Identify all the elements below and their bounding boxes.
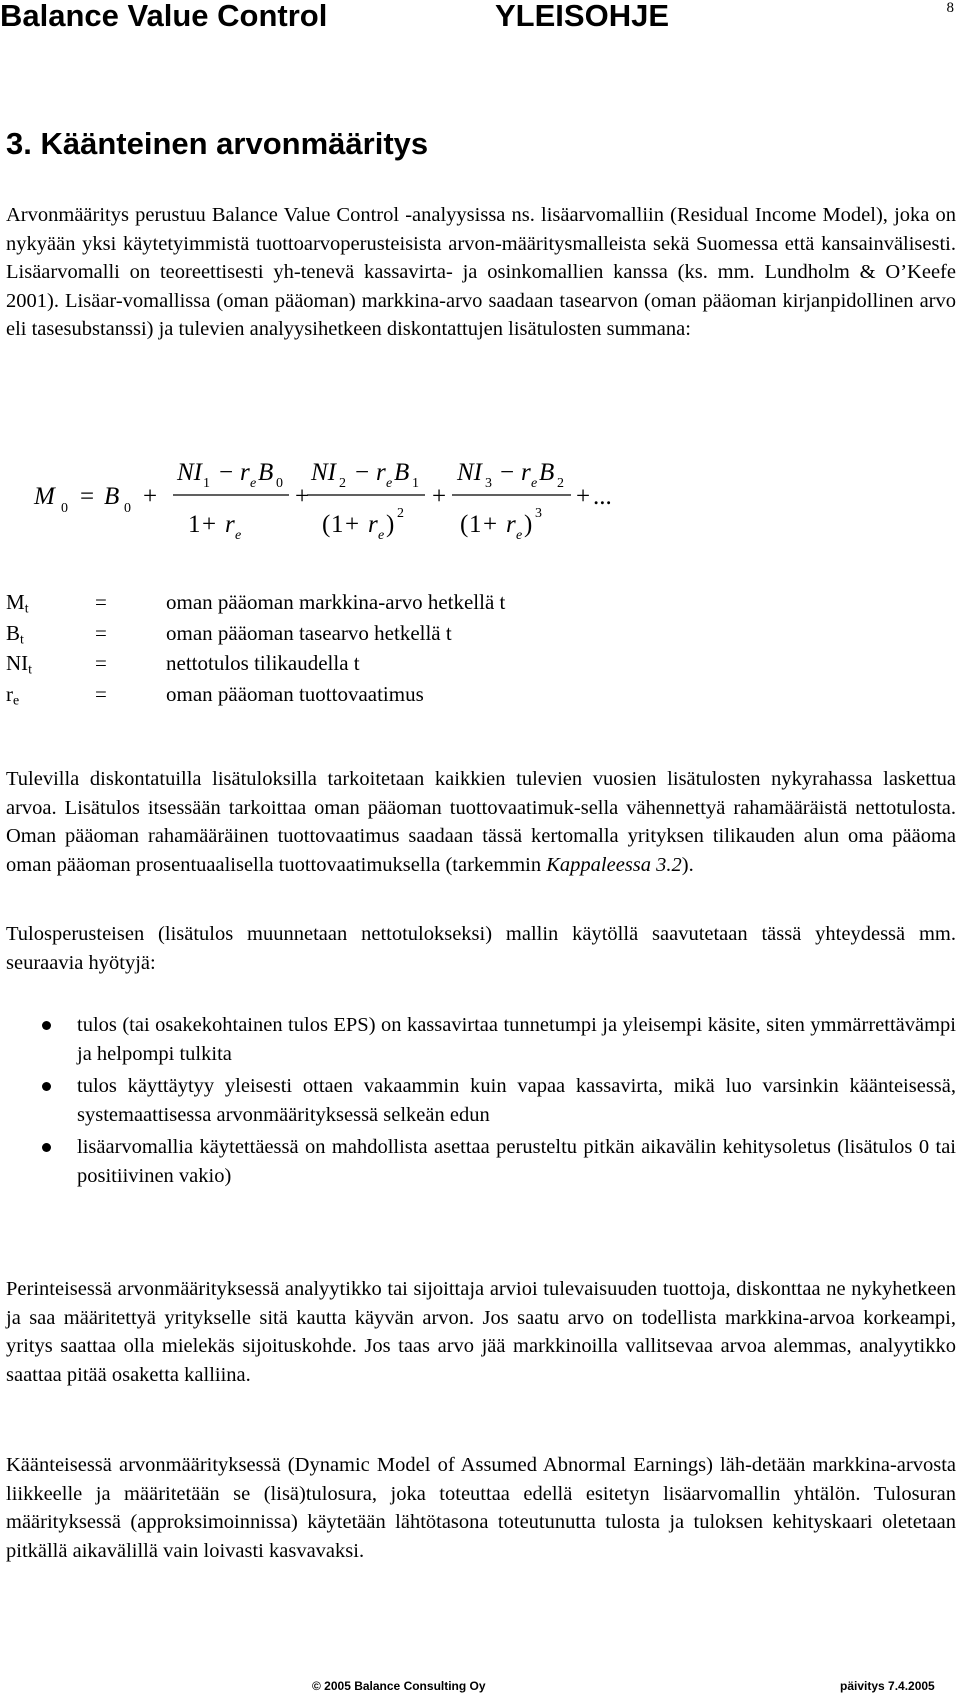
f3-b-sub: 2 — [557, 476, 564, 491]
f2-b: B — [394, 459, 410, 486]
f3-r: r — [521, 459, 531, 486]
f2-den-r-sub: e — [378, 528, 385, 543]
f1-den-r: r — [225, 511, 235, 538]
def-equals: = — [95, 651, 107, 675]
f3-den-r-sub: e — [516, 528, 523, 543]
f1-ni-sub: 1 — [203, 476, 210, 491]
section-title: 3. Käänteinen arvonmääritys — [6, 126, 429, 161]
f1-den-one: 1 — [188, 511, 201, 538]
f3-den-exp: 3 — [535, 506, 542, 521]
f1-minus: − — [219, 459, 234, 486]
f3-den-one: 1 — [469, 511, 482, 538]
footer-copyright: © 2005 Balance Consulting Oy — [312, 1679, 486, 1693]
f2-ni-sub: 2 — [339, 476, 346, 491]
f2-den-r: r — [368, 511, 378, 538]
def-equals: = — [95, 620, 107, 645]
f1-ni: NI — [177, 459, 202, 486]
formula-plus-3: + — [432, 483, 447, 510]
section-reference-link: Kappaleessa 3.2 — [546, 853, 682, 876]
formula-plus-2: + — [295, 483, 310, 510]
header-right: YLEISOHJE — [495, 0, 669, 33]
f2-b-sub: 1 — [412, 476, 419, 491]
def-description: oman pääoman tuottovaatimus — [166, 681, 424, 706]
def-description: nettotulos tilikaudella t — [166, 651, 360, 675]
def-symbol-sub: t — [28, 661, 33, 677]
para2-tail: ). — [681, 853, 694, 876]
f3-den-r: r — [506, 511, 516, 538]
f3-r-sub: e — [531, 476, 538, 491]
def-description: oman pääoman markkina-arvo hetkellä t — [166, 590, 506, 614]
para2-text: Tulevilla diskontatuilla lisätuloksilla tarkoitetaan kaikkien tulevien vuosien lisätulosten nykyrahassa laskettua arvoa. Lisätulos itsessään tarkoittaa oman pääoman tuottovaatimuk-sella vähennettyä rahamääräistä nettotulosta. Oman pääoman rahamääräinen tuottovaatimus saadaan tässä kertomalla yrityksen tilikauden alun oma pääoma oman pääoman prosentuaalisella tuottovaatimuksella (tarkemmin — [6, 768, 956, 876]
f1-r-sub: e — [250, 476, 257, 491]
f2-ni: NI — [311, 459, 336, 486]
f2-den-plus: + — [345, 511, 360, 538]
formula-m: M — [34, 483, 55, 510]
def-symbol-sub: t — [20, 630, 24, 646]
f1-den-r-sub: e — [235, 528, 242, 543]
def-description: oman pääoman tasearvo hetkellä t — [166, 620, 452, 645]
f1-b-sub: 0 — [276, 476, 283, 491]
f2-minus: − — [355, 459, 370, 486]
f2-den-open: ( — [322, 511, 331, 538]
bullet-icon — [42, 1021, 51, 1030]
discounted-residual-paragraph — [6, 765, 956, 879]
formula-plus-1: + — [143, 483, 158, 510]
def-symbol: M — [6, 590, 25, 614]
formula-plus-4: + — [576, 483, 591, 510]
reverse-valuation-paragraph: Käänteisessä arvonmäärityksessä (Dynamic Model of Assumed Abnormal Earnings) läh-detään markkina-arvosta liikkeelle ja määritetään se (lisä)tulosura, joka toteuttaa edellä esitetyn lisäarvomallin yhtälön. Tulosuran määrityksessä (approksimoinnissa) käytetään lähtötasona toteutunutta tulosta ja tuloksen kehityskaari oletetaan pitkällä aikavälillä vain loivasti kasvavaksi. — [6, 1454, 956, 1562]
formula-ellipsis: ... — [593, 483, 612, 510]
bullet-text: tulos (tai osakekohtainen tulos EPS) on kassavirtaa tunnetumpi ja yleisempi käsite, siten ymmärrettävämpi ja helpompi tulkita — [77, 1014, 956, 1065]
f3-den-close: ) — [524, 511, 533, 538]
f3-den-plus: + — [483, 511, 498, 538]
intro-paragraph: Arvonmääritys perustuu Balance Value Control -analyysissa ns. lisäarvomalliin (Residual Income Model), joka on nykyään yksi käytetyimmistä tuottoarvoperusteisista arvon-määritysmalleista sekä Suomessa että kansainvälisesti. Lisäarvomalli on teoreettisesti yh-tenevä kassavirta- ja osinkomallien kanssa (ks. mm. Lundholm & O’Keefe 2001). Lisäar-vomallissa (oman pääoman) markkina-arvo saadaan tasearvon (oman pääoman kirjanpidollinen arvo eli tasesubstanssi) ja tulevien analyysihetkeen diskontattujen lisätulosten summana: — [6, 204, 956, 341]
f3-ni-sub: 3 — [485, 476, 492, 491]
list-item — [6, 1011, 956, 1068]
f2-den-close: ) — [386, 511, 395, 538]
bullet-text: tulos käyttäytyy yleisesti ottaen vakaammin kuin vapaa kassavirta, mikä luo varsinkin käänteisessä, systemaattisessa arvonmäärityksessä selkeän edun — [77, 1075, 956, 1126]
footer-updated: päivitys 7.4.2005 — [840, 1679, 935, 1693]
def-symbol: NI — [6, 651, 29, 675]
def-symbol-sub: t — [24, 600, 29, 616]
list-item — [6, 1133, 956, 1190]
bullet-icon — [42, 1082, 51, 1091]
header-left: Balance Value Control — [0, 0, 328, 33]
f1-den-plus: + — [202, 511, 217, 538]
f3-ni: NI — [457, 459, 482, 486]
def-equals: = — [95, 590, 107, 614]
f3-minus: − — [500, 459, 515, 486]
list-item — [6, 1072, 956, 1129]
formula-m-sub: 0 — [61, 501, 68, 516]
benefits-intro-paragraph: Tulosperusteisen (lisätulos muunnetaan nettotulokseksi) mallin käytöllä saavutetaan tässä yhteydessä mm. seuraavia hyötyjä: — [6, 923, 956, 974]
f2-den-one: 1 — [331, 511, 344, 538]
f3-b: B — [539, 459, 555, 486]
f2-r-sub: e — [386, 476, 393, 491]
bullet-icon — [42, 1143, 51, 1152]
traditional-valuation-paragraph: Perinteisessä arvonmäärityksessä analyytikko tai sijoittaja arvioi tulevaisuuden tuottoja, diskonttaa ne nykyhetkeen ja saa määritettyä yritykselle sitä kautta käyvän arvon. Jos saatu arvo on todellista markkina-arvoa korkeampi, yritys saattaa olla mielekäs sijoituskohde. Jos taas arvo jää markkinoilla vallitsevaa arvoa alemmas, analyytikko saattaa pitää osaketta kalliina. — [6, 1278, 956, 1386]
formula-equals: = — [80, 483, 95, 510]
bullet-text: lisäarvomallia käytettäessä on mahdollista asettaa perusteltu pitkän aikavälin kehitysoletus (lisätulos 0 tai positiivinen vakio) — [77, 1136, 956, 1187]
residual-income-formula — [0, 440, 960, 560]
f1-r: r — [240, 459, 250, 486]
def-symbol: r — [6, 681, 13, 706]
f1-b: B — [258, 459, 274, 486]
formula-b0-sub: 0 — [124, 501, 131, 516]
benefits-list — [6, 1011, 956, 1195]
f2-den-exp: 2 — [397, 506, 404, 521]
def-equals: = — [95, 681, 107, 706]
def-symbol: B — [6, 620, 21, 645]
formula-b0: B — [104, 483, 120, 510]
f3-den-open: ( — [460, 511, 469, 538]
def-symbol-sub: e — [13, 691, 20, 707]
page-number: 8 — [946, 0, 954, 16]
f2-r: r — [376, 459, 386, 486]
